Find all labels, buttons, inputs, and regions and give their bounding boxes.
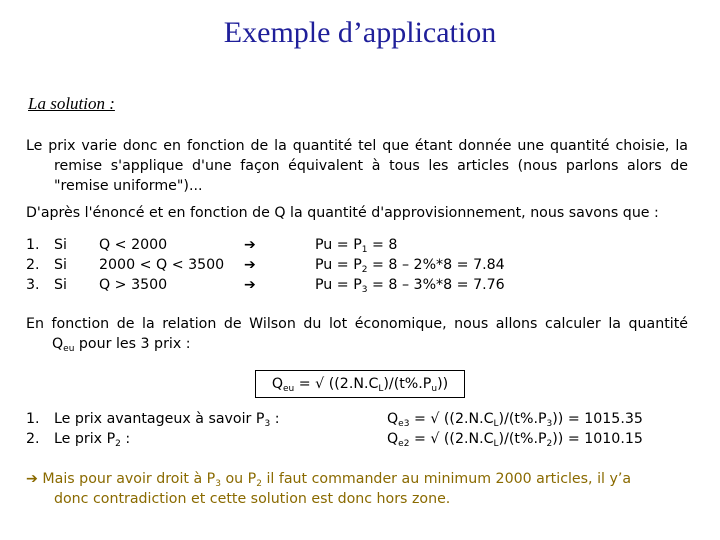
statement-text: D'après l'énoncé et en fonction de Q la quantité d'approvisionnement, nous savons que : xyxy=(26,205,659,221)
case-number: 2. xyxy=(26,257,40,273)
result-number: 1. xyxy=(26,411,40,427)
arrow-right-icon: ➔ xyxy=(244,277,256,293)
case-si: Si xyxy=(54,277,67,293)
result-number: 2. xyxy=(26,431,40,447)
arrow-right-icon: ➔ xyxy=(244,237,256,253)
conclusion-line-2: donc contradiction et cette solution est donc hors zone. xyxy=(54,491,451,507)
case-number: 3. xyxy=(26,277,40,293)
intro-paragraph xyxy=(26,136,688,196)
intro-line-1: Le prix varie donc en fonction de la quantité tel que étant donnée une quantité choisie, la xyxy=(26,138,688,154)
conclusion-line-1: ➔ Mais pour avoir droit à $P_3$ ou $P_2$ il faut commander au minimum 2000 articles, il y’a xyxy=(26,471,632,489)
case-si: Si xyxy=(54,257,67,273)
case-condition: Q > 3500 xyxy=(99,277,168,293)
case-condition: Q < 2000 xyxy=(99,237,168,253)
wilson-formula-box: $Q_{eu}$ = √ $((2.N.C_L)/(t\%.P_u))$ xyxy=(255,370,465,398)
case-si: Si xyxy=(54,237,67,253)
case-condition: 2000 < Q < 3500 xyxy=(99,257,225,273)
intro-line-2: remise s'applique d'une façon équivalent à tous les articles (nous parlons alors de xyxy=(54,158,688,174)
arrow-right-icon: ➔ xyxy=(244,257,256,273)
result-label: Le prix avantageux à savoir $P_3$ : xyxy=(54,411,280,429)
arrow-right-icon: ➔ xyxy=(26,471,43,487)
wilson-line-1: En fonction de la relation de Wilson du lot économique, nous allons calculer la quantité xyxy=(26,316,688,332)
result-label: Le prix $P_2$ : xyxy=(54,431,131,449)
result-value: $Q_{e3}$ = √ $((2.N.C_L)/(t\%.P_3)) = 1015.35$ xyxy=(387,411,643,429)
case-number: 1. xyxy=(26,237,40,253)
wilson-line-2: $Q_{eu}$ pour les 3 prix : xyxy=(52,336,191,354)
intro-line-3: "remise uniforme")... xyxy=(54,178,203,194)
case-price: $Pu = P_1 = 8$ xyxy=(315,237,398,255)
conclusion-text xyxy=(26,469,696,509)
result-value: $Q_{e2}$ = √ $((2.N.C_L)/(t\%.P_2)) = 1010.15$ xyxy=(387,431,643,449)
case-price: $Pu = P_3 = 8 - 3\%*8 = 7.76$ xyxy=(315,277,505,295)
wilson-paragraph xyxy=(26,314,688,354)
page-title: Exemple d’application xyxy=(223,16,497,49)
section-heading: La solution : xyxy=(28,94,115,113)
case-price: $Pu = P_2 = 8 - 2\%*8 = 7.84$ xyxy=(315,257,505,275)
